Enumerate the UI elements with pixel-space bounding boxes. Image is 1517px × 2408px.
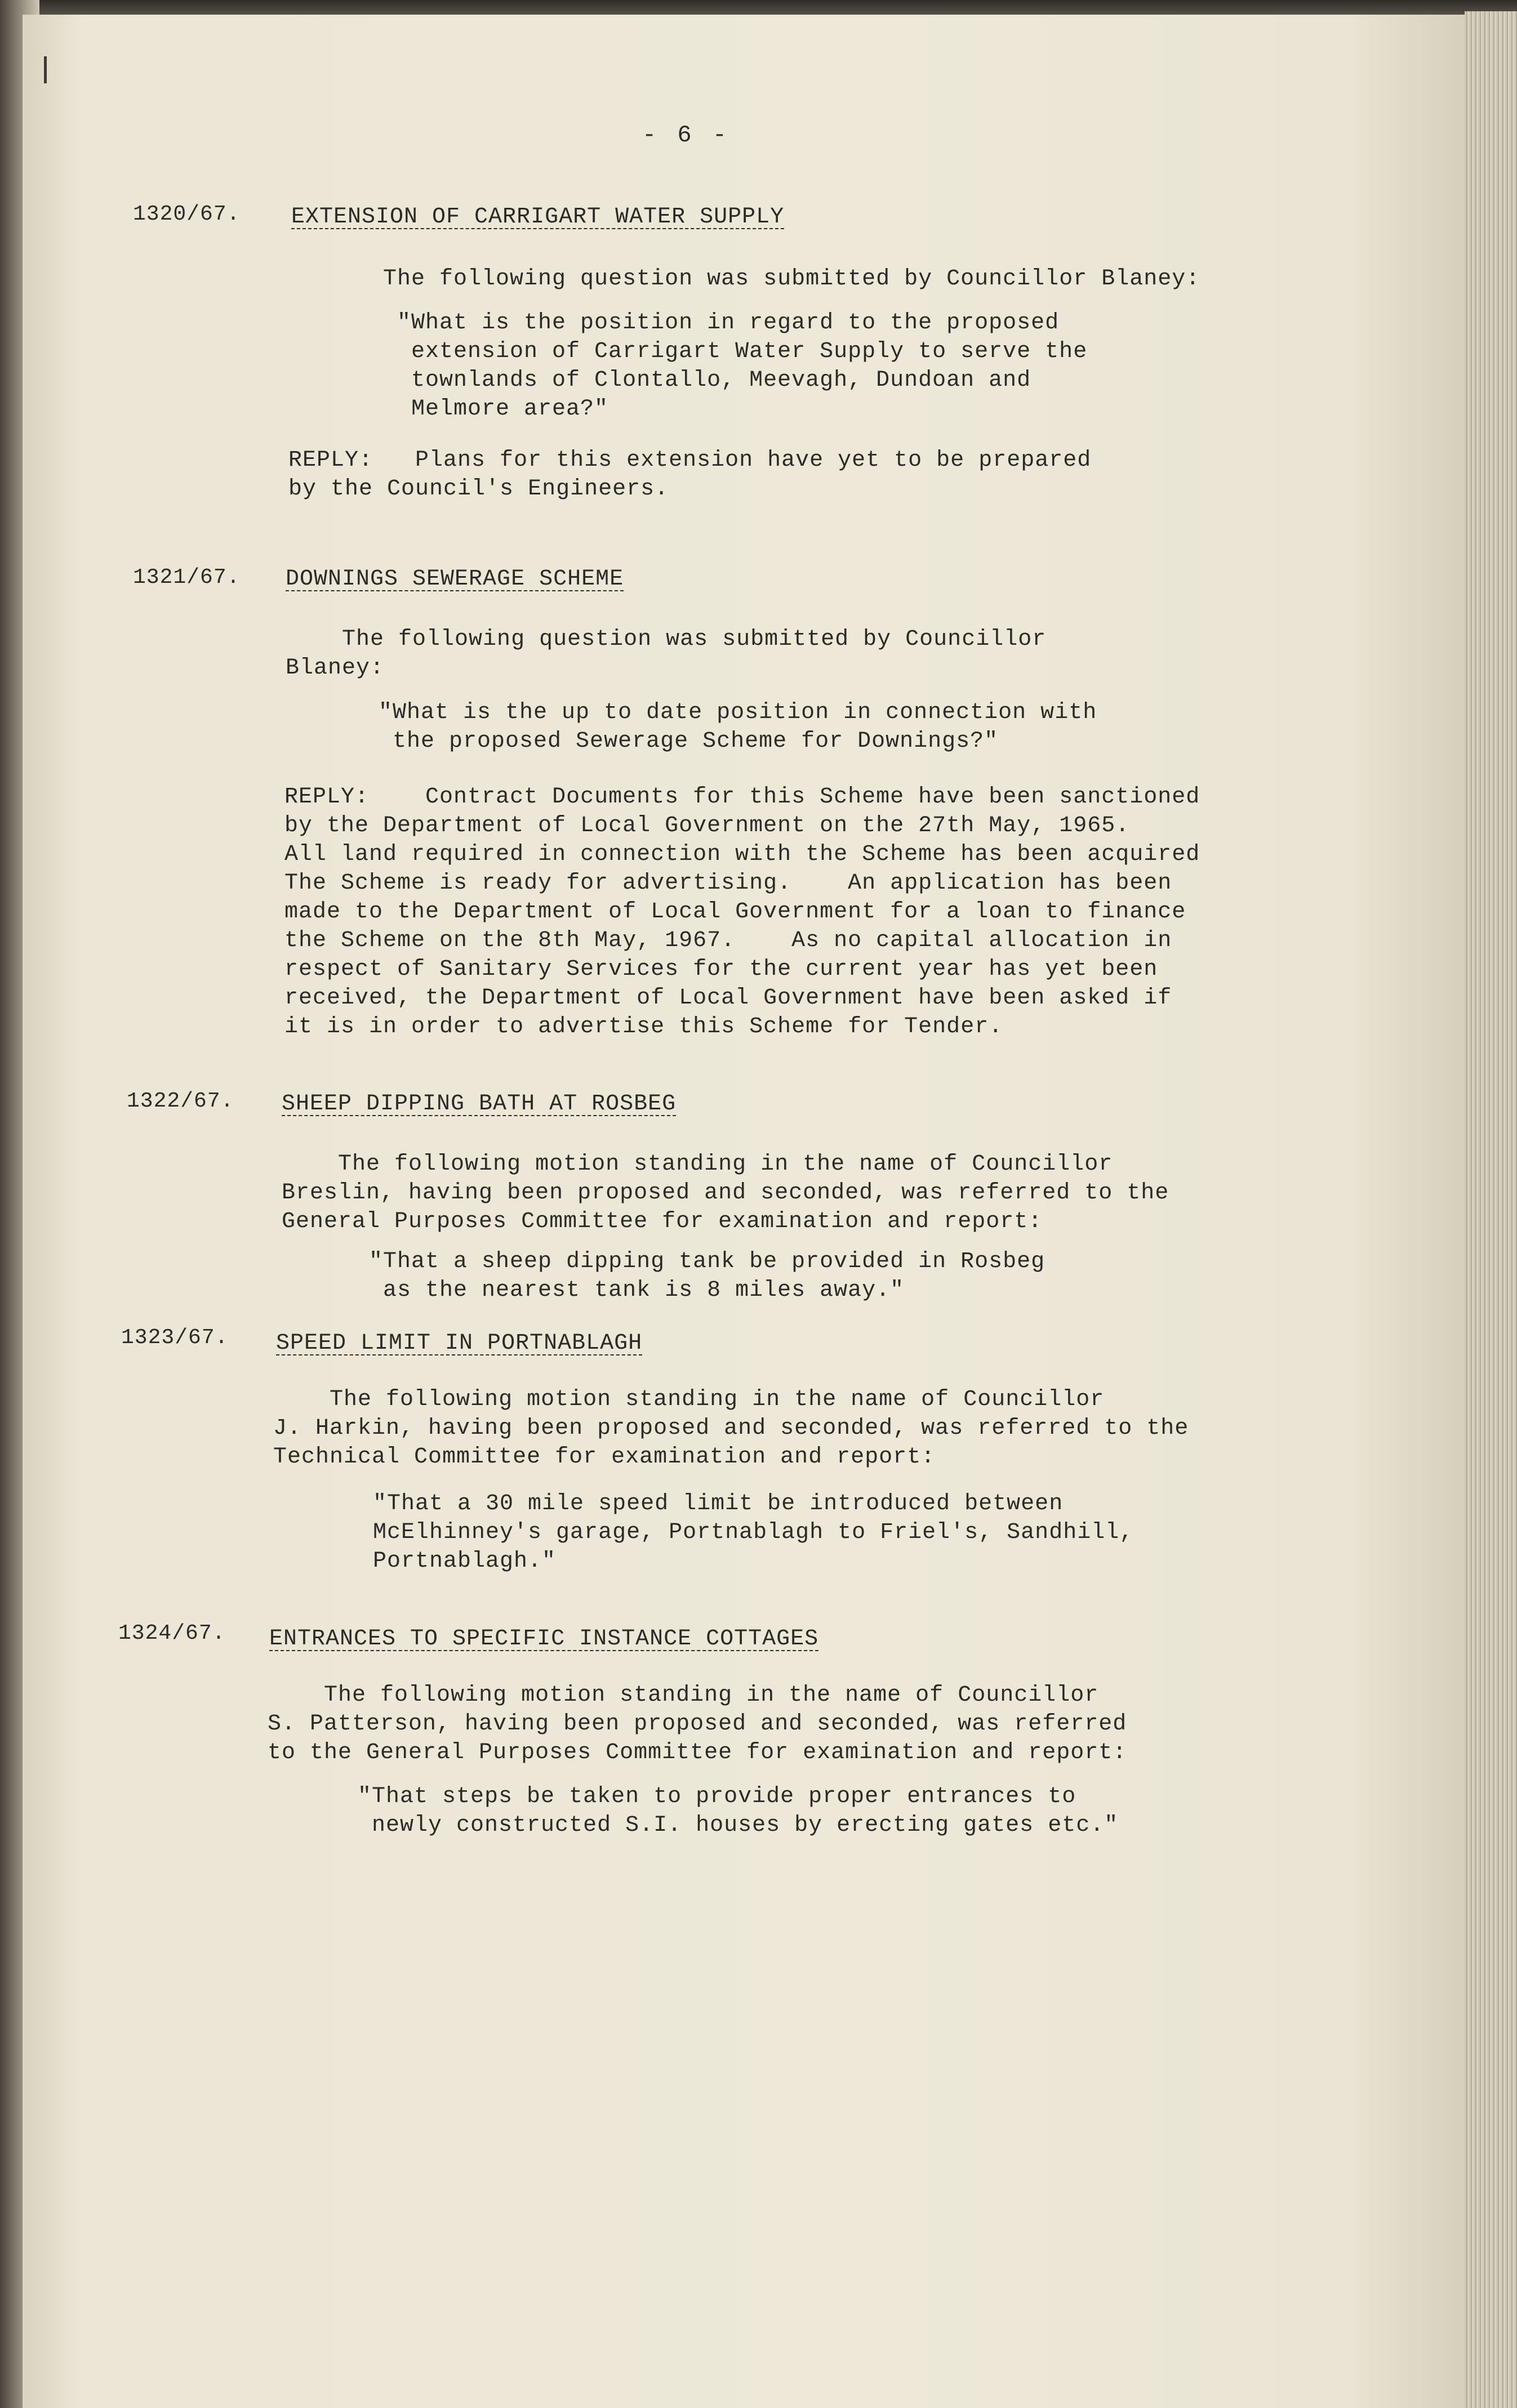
- item-quote: "What is the position in regard to the proposed extension of Carrigart Water Supply to serve the townlands of Clontallo, Meevagh, Dundoan and Melmore area?": [397, 310, 1088, 422]
- item-number: 1323/67.: [121, 1326, 229, 1350]
- item-number: 1320/67.: [133, 202, 241, 226]
- item-intro: The following question was submitted by Councillor Blaney:: [286, 627, 1047, 681]
- item-number: 1321/67.: [133, 565, 241, 590]
- item-intro: The following motion standing in the name of Councillor Breslin, having been proposed and seconded, was referred to the General Purposes Committee for examination and report:: [282, 1152, 1169, 1234]
- item-heading: ENTRANCES TO SPECIFIC INSTANCE COTTAGES: [269, 1626, 819, 1652]
- binding-mark: [44, 56, 47, 83]
- page-number: - 6 -: [642, 122, 731, 149]
- item-quote: "What is the up to date position in connection with the proposed Sewerage Scheme for Downings?": [379, 700, 1097, 754]
- item-reply: REPLY: Plans for this extension have yet to be prepared by the Council's Engineers.: [288, 448, 1092, 502]
- page-stack-edge: [1465, 11, 1517, 2408]
- item-intro: The following motion standing in the name of Councillor S. Patterson, having been proposed and seconded, was referred to the General Purposes Committee for examination and report:: [268, 1683, 1127, 1765]
- item-heading: EXTENSION OF CARRIGART WATER SUPPLY: [291, 204, 785, 230]
- item-number: 1322/67.: [127, 1089, 234, 1113]
- item-quote: "That a sheep dipping tank be provided in Rosbeg as the nearest tank is 8 miles away.": [369, 1249, 1046, 1303]
- item-quote: "That steps be taken to provide proper entrances to newly constructed S.I. houses by erecting gates etc.": [358, 1784, 1119, 1838]
- item-heading: SHEEP DIPPING BATH AT ROSBEG: [282, 1091, 677, 1117]
- item-number: 1324/67.: [118, 1621, 226, 1646]
- item-heading: DOWNINGS SEWERAGE SCHEME: [286, 567, 624, 592]
- item-reply: REPLY: Contract Documents for this Scheme have been sanctioned by the Department of Local Government on the 27th May, 1965. All land required in connection with the Scheme has been acquired The Scheme is ready for advertising. An application has been made to the Department of Local Government for a loan to finance the Scheme on the 8th May, 1967. As no capital allocation in respect of Sanitary Services for the current year has yet been received, the Department of Local Government have been asked if it is in order to advertise this Scheme for Tender.: [284, 784, 1200, 1040]
- item-heading: SPEED LIMIT IN PORTNABLAGH: [276, 1331, 643, 1356]
- item-intro: The following question was submitted by Councillor Blaney:: [383, 266, 1200, 292]
- item-intro: The following motion standing in the name of Councillor J. Harkin, having been proposed and seconded, was referred to the Technical Committee for examination and report:: [273, 1387, 1189, 1470]
- item-quote: "That a 30 mile speed limit be introduced between McElhinney's garage, Portnablagh to Friel's, Sandhill, Portnablagh.": [373, 1491, 1134, 1574]
